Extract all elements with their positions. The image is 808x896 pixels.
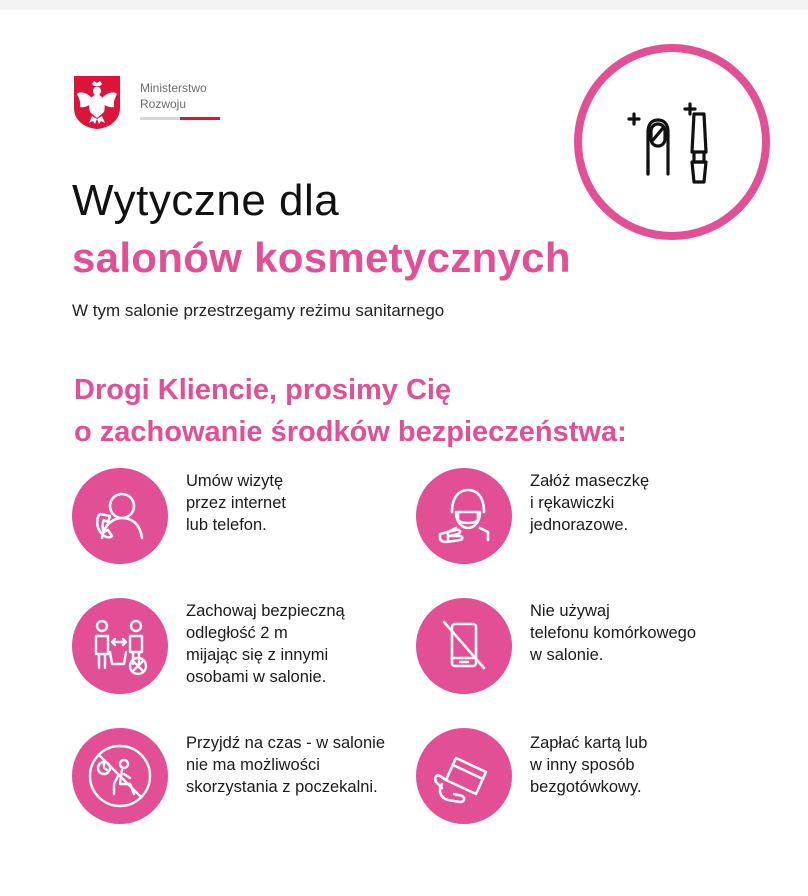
manicure-badge — [574, 44, 770, 240]
guideline-text-line: w inny sposób — [530, 756, 635, 774]
guideline-icon-circle — [416, 598, 512, 694]
manicure-nail-polish-icon — [612, 82, 732, 202]
guideline-text-line: Nie używaj — [530, 602, 610, 620]
no-waiting-room-icon — [72, 728, 168, 824]
guideline-text-line: telefonu komórkowego — [530, 624, 697, 642]
lead-line1: Drogi Kliencie, prosimy Cię — [74, 374, 452, 406]
page-title-line2: salonów kosmetycznych — [72, 234, 571, 281]
guideline-icon-circle — [416, 468, 512, 564]
no-phone-icon — [416, 598, 512, 694]
guideline-icon-circle — [416, 728, 512, 824]
guideline-text-line: skorzystania z poczekalni. — [186, 778, 378, 796]
guideline-text-line: bezgotówkowy. — [530, 778, 642, 796]
ministry-name-line2: Rozwoju — [140, 97, 187, 111]
guideline-text-line: lub telefon. — [186, 516, 267, 534]
guideline-text-line: Zapłać kartą lub — [530, 734, 648, 752]
ministry-underline — [140, 117, 220, 120]
card-payment-icon — [416, 728, 512, 824]
guideline-icon-circle — [72, 728, 168, 824]
guideline-text-line: osobami w salonie. — [186, 668, 327, 686]
ministry-name — [140, 80, 207, 112]
phone-booking-icon — [72, 468, 168, 564]
guideline-text-line: jednorazowe. — [530, 516, 629, 534]
page-subtitle: W tym salonie przestrzegamy reżimu sanitarnego — [72, 301, 445, 320]
guideline-text-line: odległość 2 m — [186, 624, 288, 642]
guideline-text-line: przez internet — [186, 494, 286, 512]
guideline-item — [530, 470, 649, 536]
top-bar — [0, 0, 808, 10]
guideline-text-line: w salonie. — [530, 646, 604, 664]
ministry-name-line1: Ministerstwo — [140, 81, 207, 95]
guideline-text-line: Przyjdź na czas - w salonie — [186, 734, 385, 752]
guideline-item — [186, 732, 385, 798]
guideline-icon-circle — [72, 598, 168, 694]
polish-eagle-emblem — [72, 74, 122, 130]
guideline-item — [186, 600, 345, 688]
social-distance-icon — [72, 598, 168, 694]
guideline-text-line: mijając się z innymi — [186, 646, 329, 664]
guideline-text-line: i rękawiczki — [530, 494, 615, 512]
lead-line2: o zachowanie środków bezpieczeństwa: — [74, 416, 627, 448]
page-title-line1: Wytyczne dla — [72, 176, 340, 225]
guideline-text-line: Załóż maseczkę — [530, 472, 650, 490]
guideline-text-line: Zachowaj bezpieczną — [186, 602, 345, 620]
mask-gloves-icon — [416, 468, 512, 564]
guideline-text-line: Umów wizytę — [186, 472, 284, 490]
guideline-item — [186, 470, 286, 536]
guideline-text-line: nie ma możliwości — [186, 756, 320, 774]
guideline-item — [530, 732, 647, 798]
guideline-item — [530, 600, 696, 666]
guideline-icon-circle — [72, 468, 168, 564]
